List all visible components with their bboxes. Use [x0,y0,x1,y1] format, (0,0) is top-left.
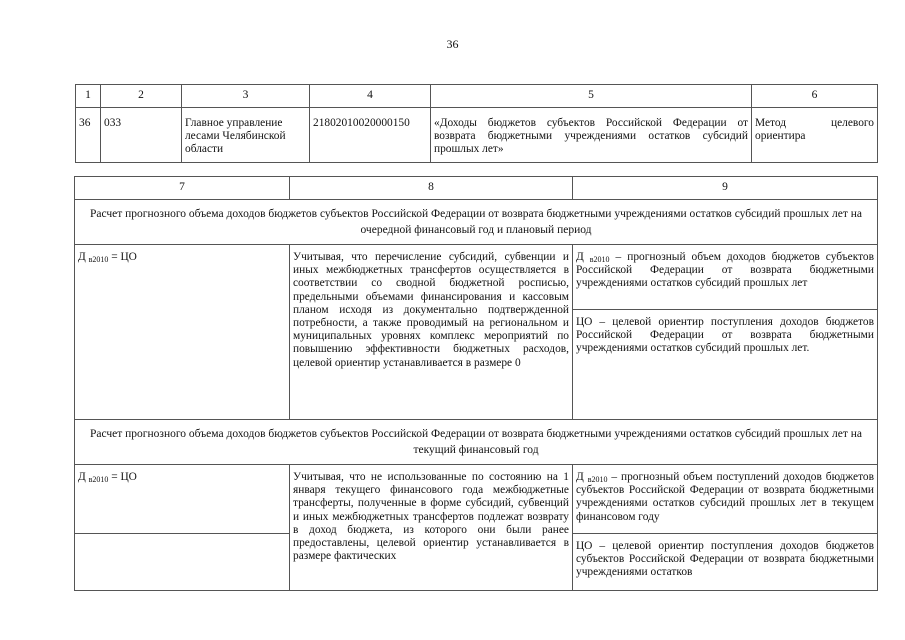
page-number: 36 [446,37,459,51]
section1-formula [75,245,290,420]
administrator-name: Главное управление лесами Челябинской области [182,108,310,163]
code-table [75,84,878,163]
section1-formula-rest: = ЦО [108,251,137,263]
section1-title-row [75,200,878,245]
calculation-table [74,176,878,591]
section2-def1-symbol: Д [576,471,584,483]
section2-def2-text: ЦО – целевой ориентир поступления доходов бюджетов субъектов Российской Федерации от возврата бюджетными учреждениями остатков [576,539,874,578]
header-col-1: 1 [76,85,101,108]
section2-formula [75,465,290,534]
section2-def1-text: – прогнозный объем поступлений доходов бюджетов субъектов Российской Федерации от возврата бюджетными учреждениями остатков субсидий прошлых лет в текущем финансовом году [576,471,874,523]
header-col-3: 3 [182,85,310,108]
code-table-row [76,108,878,163]
section1-description: Учитывая, что перечисление субсидий, субвенции и иных межбюджетных трансфертов осуществляется в соответствии со сводной бюджетной росписью, предельными объемами финансирования и кассовым планом исходя из документально подтвержденной потребности, а также проводимый на региональном и муниципальных уровнях комплекс мероприятий по повышению эффективности бюджетных расходов, целевой ориентир устанавливается в размере 0 [290,245,573,420]
section1-def1-subscript: в2010 [589,255,610,264]
section1-def1-symbol: Д [576,251,584,263]
section2-definition-1 [573,465,878,534]
section1-definition-2: ЦО – целевой ориентир поступления доходов бюджетов Российской Федерации от возврата бюджетными учреждениями остатков субсидий прошлых лет. [573,310,878,420]
section2-title: Расчет прогнозного объема доходов бюджетов субъектов Российской Федерации от возврата бюджетными учреждениями остатков субсидий прошлых лет на текущий финансовый год [75,420,878,465]
section2-description [290,465,573,591]
header-col-4: 4 [310,85,431,108]
header-col-6: 6 [752,85,878,108]
section1-formula-subscript: в2010 [88,255,109,264]
admin-code: 033 [101,108,182,163]
section1-def1-text: – прогнозный объем доходов бюджетов субъектов Российской Федерации от возврата бюджетными учреждениями остатков субсидий прошлых лет [576,251,874,290]
section2-formula-subscript: в2010 [88,475,109,484]
section2-formula-symbol: Д [78,471,86,483]
section2-title-row [75,420,878,465]
header-col-8: 8 [290,177,573,200]
section1-definition-1 [573,245,878,310]
header-col-9: 9 [573,177,878,200]
section1-row-a [75,245,878,310]
forecast-method: Метод целевого ориентира [752,108,878,163]
header-col-5: 5 [431,85,752,108]
section2-empty-cell [75,533,290,590]
section2-row-a [75,465,878,534]
section2-description-text: Учитывая, что не использованные по состоянию на 1 января текущего финансового года межбюджетные трансферты, полученные в форме субсидий, субвенций и иных межбюджетных трансфертов подлежат возврату в доход бюджета, из которого они были ранее предоставлены, целевой ориентир устанавливается в размере фактических [293,471,569,563]
revenue-name: «Доходы бюджетов субъектов Российской Федерации от возврата бюджетными учреждениями остатков субсидий прошлых лет» [431,108,752,163]
header-col-2: 2 [101,85,182,108]
section1-formula-symbol: Д [78,251,86,263]
section2-definition-2 [573,533,878,590]
section1-title: Расчет прогнозного объема доходов бюджетов субъектов Российской Федерации от возврата бюджетными учреждениями остатков субсидий прошлых лет на очередной финансовый год и плановый период [75,200,878,245]
code-table-header-row [76,85,878,108]
budget-classification-code: 21802010020000150 [310,108,431,163]
header-col-7: 7 [75,177,290,200]
section2-def1-subscript: в2010 [587,475,608,484]
calculation-table-header-row [75,177,878,200]
row-number: 36 [76,108,101,163]
section2-formula-rest: = ЦО [108,471,137,483]
